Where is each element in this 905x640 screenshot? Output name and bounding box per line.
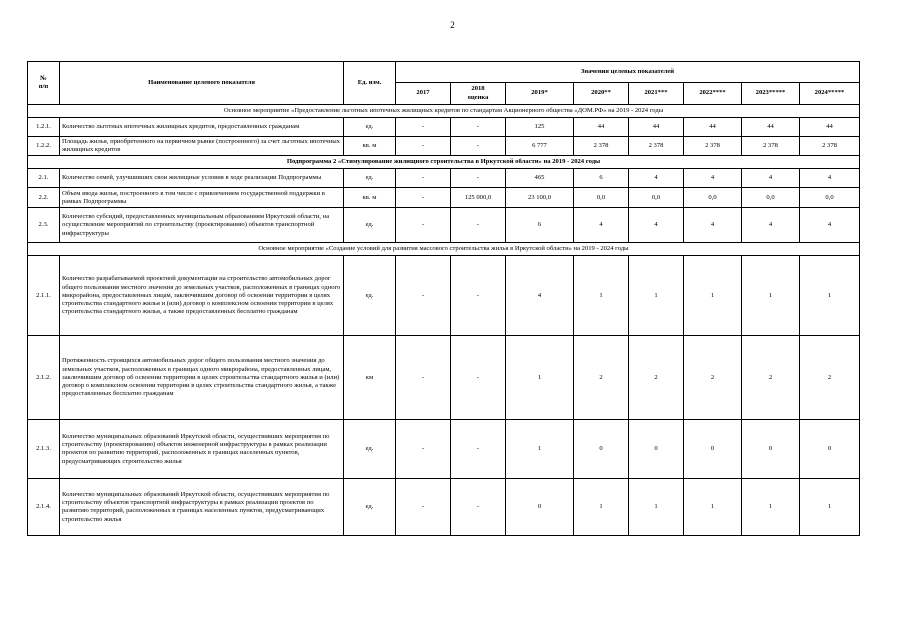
row-number: 2.1.2. [28, 336, 60, 420]
header-year: 2021*** [629, 83, 684, 105]
value-cell: 0,0 [800, 188, 860, 208]
value-cell: - [451, 169, 506, 188]
value-cell: 2 [684, 336, 742, 420]
row-number: 2.1.4. [28, 479, 60, 536]
page-number: 2 [450, 20, 455, 30]
value-cell: 2 378 [742, 137, 800, 156]
row-number: 2.1.3. [28, 420, 60, 479]
unit-cell: кв. м [344, 137, 396, 156]
unit-cell: км [344, 336, 396, 420]
value-cell: 1 [574, 256, 629, 336]
value-cell: 0 [574, 420, 629, 479]
indicator-name: Количество субсидий, предоставленных муниципальным образованиям Иркутской области, на осуществление мероприятий по строительству (проектированию) объектов транспортной инфраструктуры [60, 208, 344, 243]
indicator-name: Количество муниципальных образований Иркутской области, осуществивших мероприятия по строительству (проектированию) объектов инженерной инфраструктуры в рамках реализации проектов по развитию территорий, расположенных в границах населенных пунктов, предусматривающих строительство жилья [60, 420, 344, 479]
value-cell: 4 [742, 169, 800, 188]
table-row [28, 137, 860, 156]
table-row [28, 420, 860, 479]
indicator-name: Протяженность строящихся автомобильных дорог общего пользования местного значения до земельных участков, расположенных в границах одного микрорайона, предоставленных лицам, заключившим договор об освоении территории в целях строительства стандартного жилья и (или) договор о комплексном освоении территории в целях строительства стандартного жилья, а также предоставленных бесплатно гражданам [60, 336, 344, 420]
table-row [28, 118, 860, 137]
header-name: Наименование целевого показателя [60, 62, 344, 105]
table-row [28, 208, 860, 243]
value-cell: 0 [800, 420, 860, 479]
value-cell: 1 [742, 256, 800, 336]
header-year: 2017 [396, 83, 451, 105]
value-cell: 1 [506, 420, 574, 479]
value-cell: 44 [684, 118, 742, 137]
header-year: 2019* [506, 83, 574, 105]
value-cell: - [451, 256, 506, 336]
target-indicators-table [27, 61, 860, 536]
row-number: 2.2. [28, 188, 60, 208]
value-cell: - [451, 336, 506, 420]
value-cell: 1 [684, 479, 742, 536]
row-number: 2.1. [28, 169, 60, 188]
indicator-name: Количество семей, улучшивших свои жилищные условия в ходе реализации Подпрограммы [60, 169, 344, 188]
header-num: № п/п [28, 62, 60, 105]
indicator-name: Количество муниципальных образований Иркутской области, осуществивших мероприятия по строительству объектов транспортной инфраструктуры в рамках реализации проектов по развитию территорий, расположенных в границах населенных пунктов, предусматривающих строительство жилья [60, 479, 344, 536]
header-year: 2018 оценка [451, 83, 506, 105]
value-cell: 0,0 [629, 188, 684, 208]
value-cell: - [396, 169, 451, 188]
value-cell: - [451, 208, 506, 243]
value-cell: 4 [506, 256, 574, 336]
value-cell: - [451, 118, 506, 137]
unit-cell: ед. [344, 169, 396, 188]
value-cell: 1 [684, 256, 742, 336]
value-cell: 1 [800, 479, 860, 536]
value-cell: - [451, 137, 506, 156]
unit-cell: ед. [344, 118, 396, 137]
unit-cell: ед. [344, 208, 396, 243]
value-cell: 465 [506, 169, 574, 188]
value-cell: 44 [742, 118, 800, 137]
value-cell: - [396, 188, 451, 208]
value-cell: - [396, 336, 451, 420]
value-cell: 6 [574, 169, 629, 188]
value-cell: 0,0 [684, 188, 742, 208]
row-number: 2.1.1. [28, 256, 60, 336]
value-cell: 1 [506, 336, 574, 420]
value-cell: 2 378 [574, 137, 629, 156]
indicator-name: Количество льготных ипотечных жилищных кредитов, предоставленных гражданам [60, 118, 344, 137]
value-cell: 2 [800, 336, 860, 420]
value-cell: - [451, 420, 506, 479]
value-cell: 125 [506, 118, 574, 137]
unit-cell: ед. [344, 420, 396, 479]
value-cell: - [396, 118, 451, 137]
section-title: Основное мероприятие «Предоставление льготных ипотечных жилищных кредитов по стандартам Акционерного общества «ДОМ.РФ» на 2019 - 2024 годы [28, 105, 860, 118]
value-cell: - [396, 479, 451, 536]
unit-cell: кв. м [344, 188, 396, 208]
value-cell: - [396, 420, 451, 479]
table-row [28, 256, 860, 336]
unit-cell: ед. [344, 256, 396, 336]
header-year: 2020** [574, 83, 629, 105]
value-cell: - [396, 208, 451, 243]
value-cell: - [396, 256, 451, 336]
value-cell: 0,0 [742, 188, 800, 208]
value-cell: 0 [684, 420, 742, 479]
table-row [28, 479, 860, 536]
table-row [28, 169, 860, 188]
value-cell: 4 [800, 169, 860, 188]
header-year: 2024***** [800, 83, 860, 105]
section-header-row [28, 105, 860, 118]
value-cell: 44 [800, 118, 860, 137]
unit-cell: ед. [344, 479, 396, 536]
value-cell: 0 [742, 420, 800, 479]
indicator-name: Объем ввода жилья, построенного в том числе с привлечением государственной поддержки в рамках Подпрограммы [60, 188, 344, 208]
header-year: 2023***** [742, 83, 800, 105]
value-cell: 4 [684, 208, 742, 243]
table-row [28, 336, 860, 420]
value-cell: - [396, 137, 451, 156]
header-values-group: Значения целевых показателей [396, 62, 860, 83]
indicator-name: Количество разрабатываемой проектной документации на строительство автомобильных дорог общего пользования местного значения до земельных участков, расположенных в границах одного микрорайона, предоставленных лицам, заключившим договор об освоении территории в целях строительства стандартного жилья и (или) договор о комплексном освоении территории в целях строительства стандартного жилья, а также предоставленных бесплатно гражданам [60, 256, 344, 336]
value-cell: 4 [684, 169, 742, 188]
section-title: Подпрограмма 2 «Стимулирование жилищного строительства в Иркутской области» на 2019 - 2024 годы [28, 156, 860, 169]
value-cell: 44 [629, 118, 684, 137]
value-cell: 1 [742, 479, 800, 536]
value-cell: - [451, 479, 506, 536]
value-cell: 4 [629, 169, 684, 188]
value-cell: 0 [506, 479, 574, 536]
header-year: 2022**** [684, 83, 742, 105]
value-cell: 1 [574, 479, 629, 536]
value-cell: 1 [629, 256, 684, 336]
value-cell: 2 378 [684, 137, 742, 156]
section-title: Основное мероприятие «Создание условий для развития массового строительства жилья в Иркутской области» на 2019 - 2024 годы [28, 243, 860, 256]
value-cell: 23 100,0 [506, 188, 574, 208]
row-number: 1.2.1. [28, 118, 60, 137]
value-cell: 2 [742, 336, 800, 420]
value-cell: 1 [800, 256, 860, 336]
value-cell: 0,0 [574, 188, 629, 208]
value-cell: 2 378 [800, 137, 860, 156]
row-number: 2.3. [28, 208, 60, 243]
value-cell: 6 777 [506, 137, 574, 156]
value-cell: 4 [800, 208, 860, 243]
value-cell: 0 [629, 420, 684, 479]
row-number: 1.2.2. [28, 137, 60, 156]
section-header-row [28, 156, 860, 169]
header-unit: Ед. изм. [344, 62, 396, 105]
value-cell: 4 [629, 208, 684, 243]
value-cell: 125 000,0 [451, 188, 506, 208]
value-cell: 4 [742, 208, 800, 243]
table-row [28, 188, 860, 208]
section-header-row [28, 243, 860, 256]
value-cell: 1 [629, 479, 684, 536]
value-cell: 2 378 [629, 137, 684, 156]
value-cell: 2 [629, 336, 684, 420]
indicator-name: Площадь жилья, приобретенного на первичном рынке (построенного) за счет льготных ипотечных жилищных кредитов [60, 137, 344, 156]
value-cell: 6 [506, 208, 574, 243]
value-cell: 4 [574, 208, 629, 243]
value-cell: 44 [574, 118, 629, 137]
value-cell: 2 [574, 336, 629, 420]
